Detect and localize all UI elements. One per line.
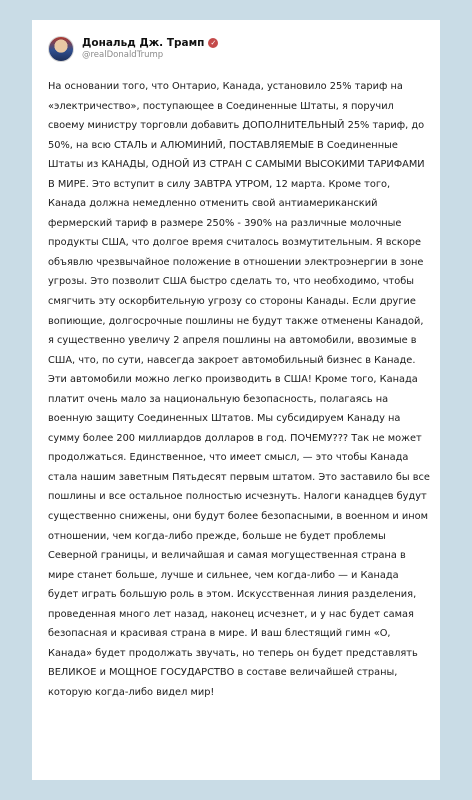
avatar[interactable] — [48, 36, 74, 62]
author-display-name[interactable]: Дональд Дж. Трамп — [82, 36, 205, 49]
author-name-row — [82, 38, 218, 50]
verified-badge-icon: ✓ — [208, 38, 218, 48]
post-card — [32, 20, 440, 780]
post-text: На основании того, что Онтарио, Канада, установило 25% тариф на «электричество», поступающее в Соединенные Штаты, я поручил своему министру торговли добавить ДОПОЛНИТЕЛЬНЫЙ 25% тариф, до 50%, на всю СТАЛЬ и АЛЮМИНИЙ, ПОСТАВЛЯЕМЫЕ В Соединенные Штаты из КАНАДЫ, ОДНОЙ ИЗ СТРАН С САМЫМИ ВЫСОКИМИ ТАРИФАМИ В МИРЕ. Это вступит в силу ЗАВТРА УТРОМ, 12 марта. Кроме того, Канада должна немедленно отменить свой антиамериканский фермерский тариф в размере 250% - 390% на различные молочные продукты США, что долгое время считалось возмутительным. Я вскоре объявлю чрезвычайное положение в отношении электроэнергии в зоне угрозы. Это позволит США быстро сделать то, что необходимо, чтобы смягчить эту оскорбительную угрозу со стороны Канады. Если другие вопиющие, долгосрочные пошлины не будут также отменены Канадой, я существенно увеличу 2 апреля пошлины на автомобили, ввозимые в США, что, по сути, навсегда закроет автомобильный бизнес в Канаде. Эти автомобили можно легко производить в США! Кроме того, Канада платит очень мало за национальную безопасность, полагаясь на военную защиту Соединенных Штатов. Мы субсидируем Канаду на сумму более 200 миллиардов долларов в год. ПОЧЕМУ??? Так не может продолжаться. Единственное, что имеет смысл, — это чтобы Канада стала нашим заветным Пятьдесят первым штатом. Это заставило бы все пошлины и все остальное полностью исчезнуть. Налоги канадцев будут существенно снижены, они будут более безопасными, в военном и ином отношении, чем когда-либо прежде, больше не будет проблемы Северной границы, и величайшая и самая могущественная страна в мире станет больше, лучше и сильнее, чем когда-либо — и Канада будет играть большую роль в этом. Искусственная линия разделения, проведенная много лет назад, наконец исчезнет, и у нас будет самая безопасная и красивая страна в мире. И ваш блестящий гимн «О, Канада» будет продолжать звучать, но теперь он будет представлять ВЕЛИКОЕ и МОЩНОЕ ГОСУДАРСТВО в составе величайшей страны, которую когда-либо видел мир! — [48, 81, 430, 698]
author-handle[interactable]: @realDonaldTrump — [82, 50, 164, 61]
author-block — [82, 38, 218, 61]
post-header — [48, 32, 218, 66]
